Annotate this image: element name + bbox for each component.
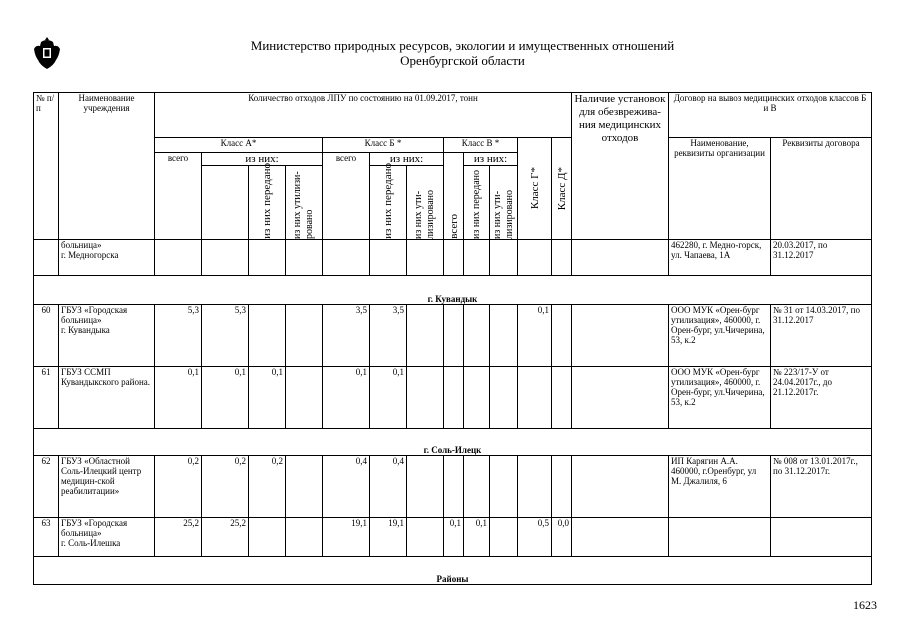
cell-b-total: 3,5 [323, 305, 370, 367]
section-heading: г. Кувандык [34, 276, 872, 305]
class-a-header: Класс А* [155, 138, 323, 153]
row-name: больница» г. Медногорска [59, 240, 155, 276]
row-name: ГБУЗ «Городская больница» г. Соль-Илешка [59, 518, 155, 557]
col-num-header: № п/п [34, 93, 59, 240]
table-row [34, 240, 872, 276]
page-number: 1623 [853, 598, 877, 612]
row-details: 20.03.2017, по 31.12.2017 [771, 240, 872, 276]
cell-a-transferred: 25,2 [202, 518, 249, 557]
cell-a-utilized: 0,1 [249, 367, 286, 429]
section-heading: г. Соль-Илецк [34, 429, 872, 456]
cell-a-total: 0,2 [155, 456, 202, 518]
class-d-header: Класс Д* [555, 166, 568, 211]
v-utilized-header: из них ути-лизировано [491, 189, 515, 239]
cell-b-transferred: 0,4 [370, 456, 407, 518]
class-g-header: Класс Г* [528, 167, 541, 210]
section-heading: Районы [34, 557, 872, 585]
row-details: № 31 от 14.03.2017, по 31.12.2017 [771, 305, 872, 367]
table-row [34, 367, 872, 429]
row-org: 462280, г. Медно-горск, ул. Чапаева, 1А [669, 240, 771, 276]
cell-d: 0,0 [552, 518, 572, 557]
cell-a-total: 5,3 [155, 305, 202, 367]
row-num: 61 [34, 367, 59, 429]
b-of-them-header: из них: [389, 153, 424, 165]
cell-a-utilized: 0,2 [249, 456, 286, 518]
cell-g: 0,1 [518, 305, 552, 367]
a-total-header: всего [155, 153, 202, 240]
cell-b-transferred: 3,5 [370, 305, 407, 367]
row-num: 63 [34, 518, 59, 557]
col-installations-header: Наличие установок для обезврежива-ния медицинских отходов [572, 93, 669, 240]
v-transferred-header: из них передано [470, 170, 482, 239]
cell-a-transferred: 0,2 [202, 456, 249, 518]
row-name: ГБУЗ «Областной Соль-Илецкий центр медицин-ской реабилитации» [59, 456, 155, 518]
cell-b-transferred: 19,1 [370, 518, 407, 557]
col-contract-header: Договор на вывоз медицинских отходов классов Б и В [669, 93, 872, 138]
row-org: ООО МУК «Орен-бург утилизация», 460000, г. Орен-бург, ул.Чичерина, 53, к.2 [669, 305, 771, 367]
row-org: ООО МУК «Орен-бург утилизация», 460000, г. Орен-бург, ул.Чичерина, 53, к.2 [669, 367, 771, 429]
cell-a-transferred: 0,1 [202, 367, 249, 429]
table-row [34, 456, 872, 518]
row-org: ИП Карягин А.А. 460000, г.Оренбург, ул М. Джалиля, 6 [669, 456, 771, 518]
b-transferred-header: из них передано [382, 163, 394, 239]
col-details-header: Реквизиты договора [771, 138, 872, 240]
ministry-title: Министерство природных ресурсов, экологии и имущественных отношений [250, 38, 675, 53]
cell-a-total: 0,1 [155, 367, 202, 429]
cell-b-total: 0,1 [323, 367, 370, 429]
col-org-header: Наименование, реквизиты организации [669, 138, 771, 240]
cell-b-total: 0,4 [323, 456, 370, 518]
cell-b-total: 19,1 [323, 518, 370, 557]
cell-a-total: 25,2 [155, 518, 202, 557]
cell-v-transferred: 0,1 [464, 518, 490, 557]
class-b-header: Класс Б * [323, 138, 444, 153]
v-total-header: всего [447, 214, 460, 239]
b-total-header: всего [323, 153, 370, 240]
row-details: № 223/17-У от 24.04.2017г., до 21.12.2017г. [771, 367, 872, 429]
cell-v-total: 0,1 [444, 518, 464, 557]
row-num: 60 [34, 305, 59, 367]
b-utilized-header: из них ути-лизировано [413, 189, 436, 239]
row-details: № 008 от 13.01.2017г., по 31.12.2017г. [771, 456, 872, 518]
a-of-them-header: из них: [245, 153, 279, 165]
cell-b-transferred: 0,1 [370, 367, 407, 429]
table-row [34, 305, 872, 367]
table-row [34, 518, 872, 557]
waste-table [33, 92, 872, 585]
row-name: ГБУЗ ССМП Кувандыкского района. [59, 367, 155, 429]
row-num: 62 [34, 456, 59, 518]
region-title: Оренбургской области [400, 53, 525, 68]
a-utilized-header: из них утилизи-ровано [291, 171, 315, 239]
a-transferred-header: из них передано [260, 163, 273, 239]
row-name: ГБУЗ «Городская больница» г. Кувандыка [59, 305, 155, 367]
col-quantity-header: Количество отходов ЛПУ по состоянию на 01.09.2017, тонн [155, 93, 572, 138]
col-name-header: Наименование учреждения [59, 93, 155, 240]
cell-a-transferred: 5,3 [202, 305, 249, 367]
cell-g: 0,5 [518, 518, 552, 557]
class-v-header: Класс В * [444, 138, 518, 153]
v-of-them-header: из них: [473, 153, 508, 165]
